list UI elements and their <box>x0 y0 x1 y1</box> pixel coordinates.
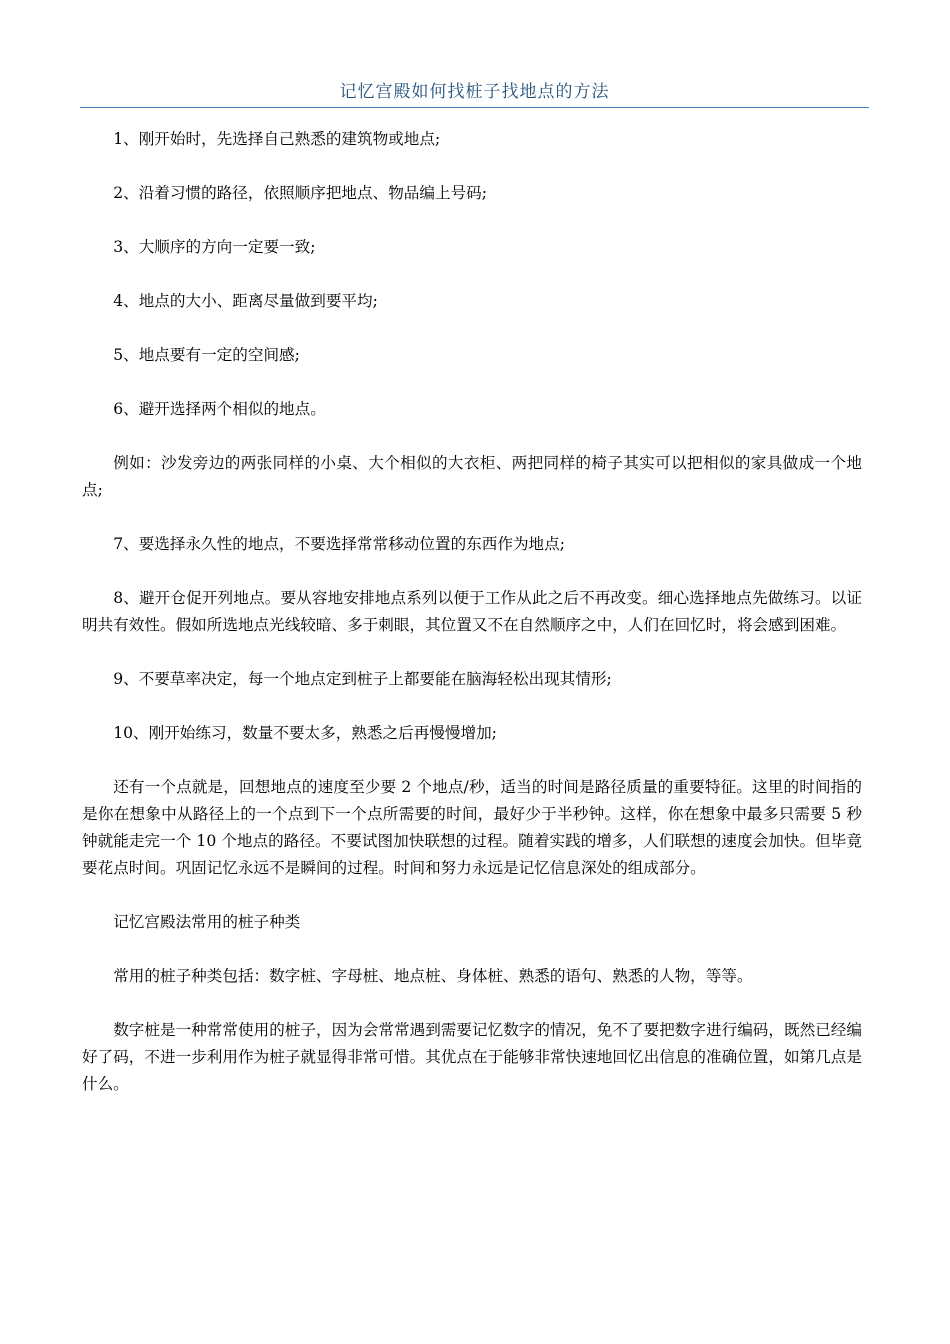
paragraph-2: 2、沿着习惯的路径，依照顺序把地点、物品编上号码; <box>113 184 488 202</box>
section-heading-peg-types: 记忆宫殿法常用的桩子种类 <box>113 913 301 931</box>
document-body <box>82 126 862 1125</box>
title-underline <box>80 107 869 108</box>
paragraph-speed: 还有一个点就是，回想地点的速度至少要 2 个地点/秒，适当的时间是路径质量的重要特征。这里的时间指的是你在想象中从路径上的一个点到下一个点所需要的时间，最好少于半秒钟。这样，你在想象中最多只需要 5 秒钟就能走完一个 10 个地点的路径。不要试图加快联想的过程。随着实践的增多，人们联想的速度会加快。但毕竟要花点时间。巩固记忆永远不是瞬间的过程。时间和努力永远是记忆信息深处的组成部分。 <box>82 778 862 877</box>
paragraph-number-peg: 数字桩是一种常常使用的桩子，因为会常常遇到需要记忆数字的情况，免不了要把数字进行编码，既然已经编好了码，不进一步利用作为桩子就显得非常可惜。其优点在于能够非常快速地回忆出信息的准确位置，如第几点是什么。 <box>82 1021 862 1093</box>
paragraph-4: 4、地点的大小、距离尽量做到要平均; <box>113 292 378 310</box>
paragraph-6: 6、避开选择两个相似的地点。 <box>113 400 326 418</box>
paragraph-1: 1、刚开始时，先选择自己熟悉的建筑物或地点; <box>113 130 441 148</box>
paragraph-3: 3、大顺序的方向一定要一致; <box>113 238 316 256</box>
paragraph-8: 8、避开仓促开列地点。要从容地安排地点系列以便于工作从此之后不再改变。细心选择地点先做练习。以证明共有效性。假如所选地点光线较暗、多于刺眼，其位置又不在自然顺序之中，人们在回忆时，将会感到困难。 <box>82 589 862 634</box>
paragraph-5: 5、地点要有一定的空间感; <box>113 346 300 364</box>
document-title: 记忆宫殿如何找桩子找地点的方法 <box>339 82 610 102</box>
paragraph-peg-types: 常用的桩子种类包括：数字桩、字母桩、地点桩、身体桩、熟悉的语句、熟悉的人物，等等。 <box>113 967 753 985</box>
paragraph-example: 例如：沙发旁边的两张同样的小桌、大个相似的大衣柜、两把同样的椅子其实可以把相似的家具做成一个地点; <box>82 454 862 499</box>
paragraph-10: 10、刚开始练习，数量不要太多，熟悉之后再慢慢增加; <box>113 724 497 742</box>
paragraph-7: 7、要选择永久性的地点，不要选择常常移动位置的东西作为地点; <box>113 535 565 553</box>
paragraph-9: 9、不要草率决定，每一个地点定到桩子上都要能在脑海轻松出现其情形; <box>113 670 612 688</box>
